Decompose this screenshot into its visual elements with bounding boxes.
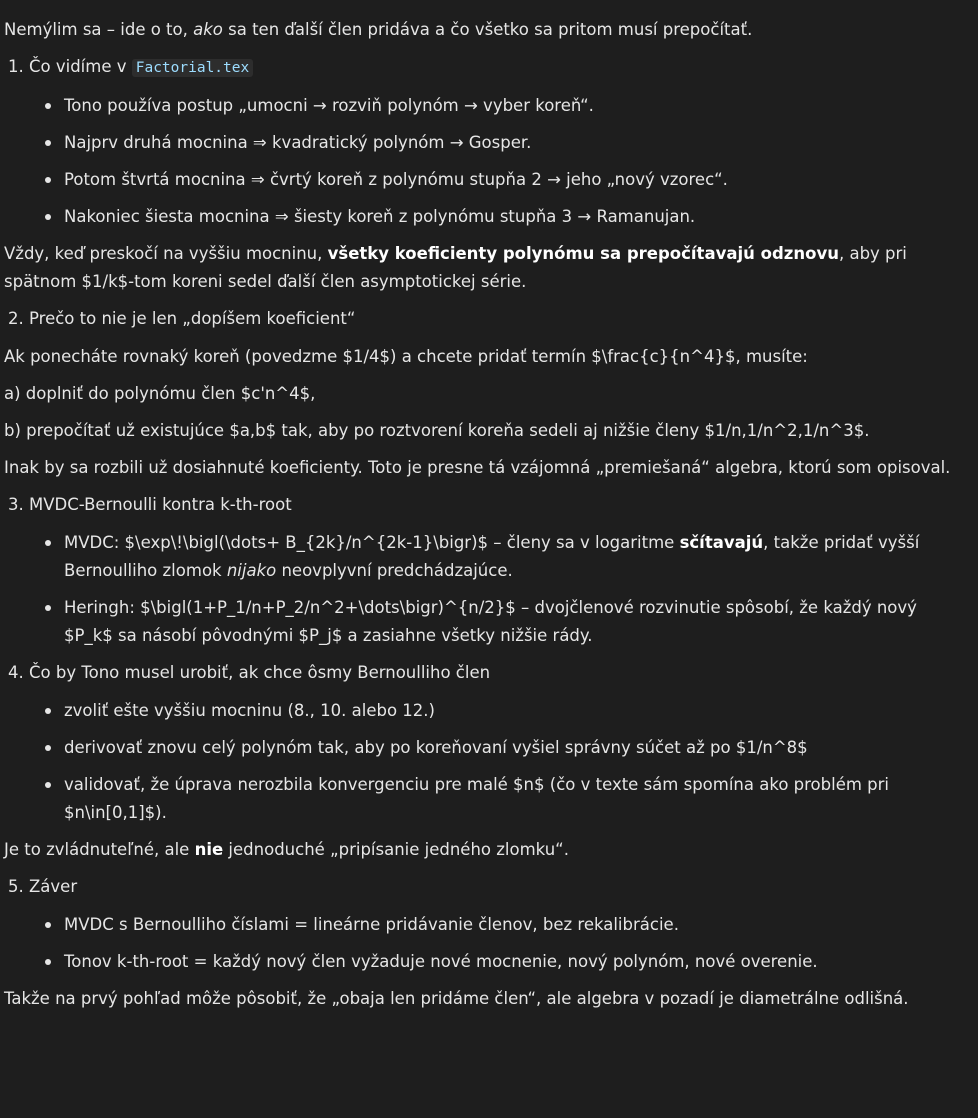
bold-text: nie xyxy=(194,840,224,859)
section-1-heading xyxy=(4,53,954,82)
intro-emphasis: ako xyxy=(193,20,223,39)
section-1-paragraph xyxy=(4,240,954,296)
chat-message xyxy=(4,16,954,1022)
section-2-paragraph: Ak ponecháte rovnaký koreň (povedzme $1/4$) a chcete pridať termín $\frac{c}{n^4}$, musíte: xyxy=(4,347,808,366)
section-1-list xyxy=(4,92,954,231)
section-4-heading: 4. Čo by Tono musel urobiť, ak chce ôsmy Bernoulliho člen xyxy=(8,663,491,682)
section-1-heading-text: 1. Čo vidíme v xyxy=(8,57,132,76)
paragraph-text: jednoduché „pripísanie jedného zlomku“. xyxy=(223,840,569,859)
list-item: derivovať znovu celý polynóm tak, aby po koreňovaní vyšiel správny súčet až po $1/n^8$ xyxy=(4,734,954,762)
list-item-text: , takže pridať vyšší Bernoulliho zlomok xyxy=(64,533,920,580)
paragraph-text: , aby pri spätnom $1/k$-tom koreni sedel ďalší člen asymptotickej série. xyxy=(4,244,907,291)
intro-text-end: sa ten ďalší člen pridáva a čo všetko sa pritom musí prepočítať. xyxy=(222,20,753,39)
list-item: Heringh: $\bigl(1+P_1/n+P_2/n^2+\dots\bigr)^{n/2}$ – dvojčlenové rozvinutie spôsobí, že každý nový $P_k$ sa násobí pôvodnými $P_j$ a zasiahne všetky nižšie rády. xyxy=(4,594,954,650)
section-2-conclusion: Inak by sa rozbili už dosiahnuté koeficienty. Toto je presne tá vzájomná „premiešaná“ algebra, ktorú som opisoval. xyxy=(4,458,951,477)
intro-text: Nemýlim sa – ide o to, xyxy=(4,20,194,39)
list-item: Potom štvrtá mocnina ⇒ čvrtý koreň z polynómu stupňa 2 → jeho „nový vzorec“. xyxy=(4,166,954,194)
list-item: Nakoniec šiesta mocnina ⇒ šiesty koreň z polynómu stupňa 3 → Ramanujan. xyxy=(4,203,954,231)
intro-paragraph xyxy=(4,16,954,44)
list-item: Najprv druhá mocnina ⇒ kvadratický polynóm → Gosper. xyxy=(4,129,954,157)
inline-code-filename: Factorial.tex xyxy=(132,59,254,77)
list-item: zvoliť ešte vyššiu mocninu (8., 10. alebo 12.) xyxy=(4,697,954,725)
list-item-text: neovplyvní predchádzajúce. xyxy=(276,561,513,580)
section-5-list xyxy=(4,911,954,976)
section-3-heading: 3. MVDC-Bernoulli kontra k-th-root xyxy=(8,495,292,514)
list-item-text: MVDC: $\exp\!\bigl(\dots+ B_{2k}/n^{2k-1}\bigr)$ – členy sa v logaritme xyxy=(64,533,680,552)
section-4-list xyxy=(4,697,954,827)
list-item: MVDC s Bernoulliho číslami = lineárne pridávanie členov, bez rekalibrácie. xyxy=(4,911,954,939)
list-item: Tono používa postup „umocni → rozviň polynóm → vyber koreň“. xyxy=(4,92,954,120)
paragraph-text: Vždy, keď preskočí na vyššiu mocninu, xyxy=(4,244,328,263)
emphasis-text: nijako xyxy=(226,561,277,580)
bold-text: všetky koeficienty polynómu sa prepočítavajú odznovu xyxy=(327,244,839,263)
section-2-step-a: a) doplniť do polynómu člen $c'n^4$, xyxy=(4,384,316,403)
list-item: Tonov k-th-root = každý nový člen vyžaduje nové mocnenie, nový polynóm, nové overenie. xyxy=(4,948,954,976)
section-4-paragraph xyxy=(4,836,954,864)
section-2-heading: 2. Prečo to nie je len „dopíšem koeficient“ xyxy=(8,309,356,328)
final-paragraph: Takže na prvý pohľad môže pôsobiť, že „obaja len pridáme člen“, ale algebra v pozadí je diametrálne odlišná. xyxy=(4,989,909,1008)
section-5-heading: 5. Záver xyxy=(8,877,78,896)
list-item xyxy=(4,529,954,585)
bold-text: sčítavajú xyxy=(679,533,764,552)
paragraph-text: Je to zvládnuteľné, ale xyxy=(4,840,195,859)
section-3-list xyxy=(4,529,954,650)
section-2-step-b: b) prepočítať už existujúce $a,b$ tak, aby po roztvorení koreňa sedeli aj nižšie členy $1/n,1/n^2,1/n^3$. xyxy=(4,421,870,440)
list-item: validovať, že úprava nerozbila konvergenciu pre malé $n$ (čo v texte sám spomína ako problém pri $n\in[0,1]$). xyxy=(4,771,954,827)
